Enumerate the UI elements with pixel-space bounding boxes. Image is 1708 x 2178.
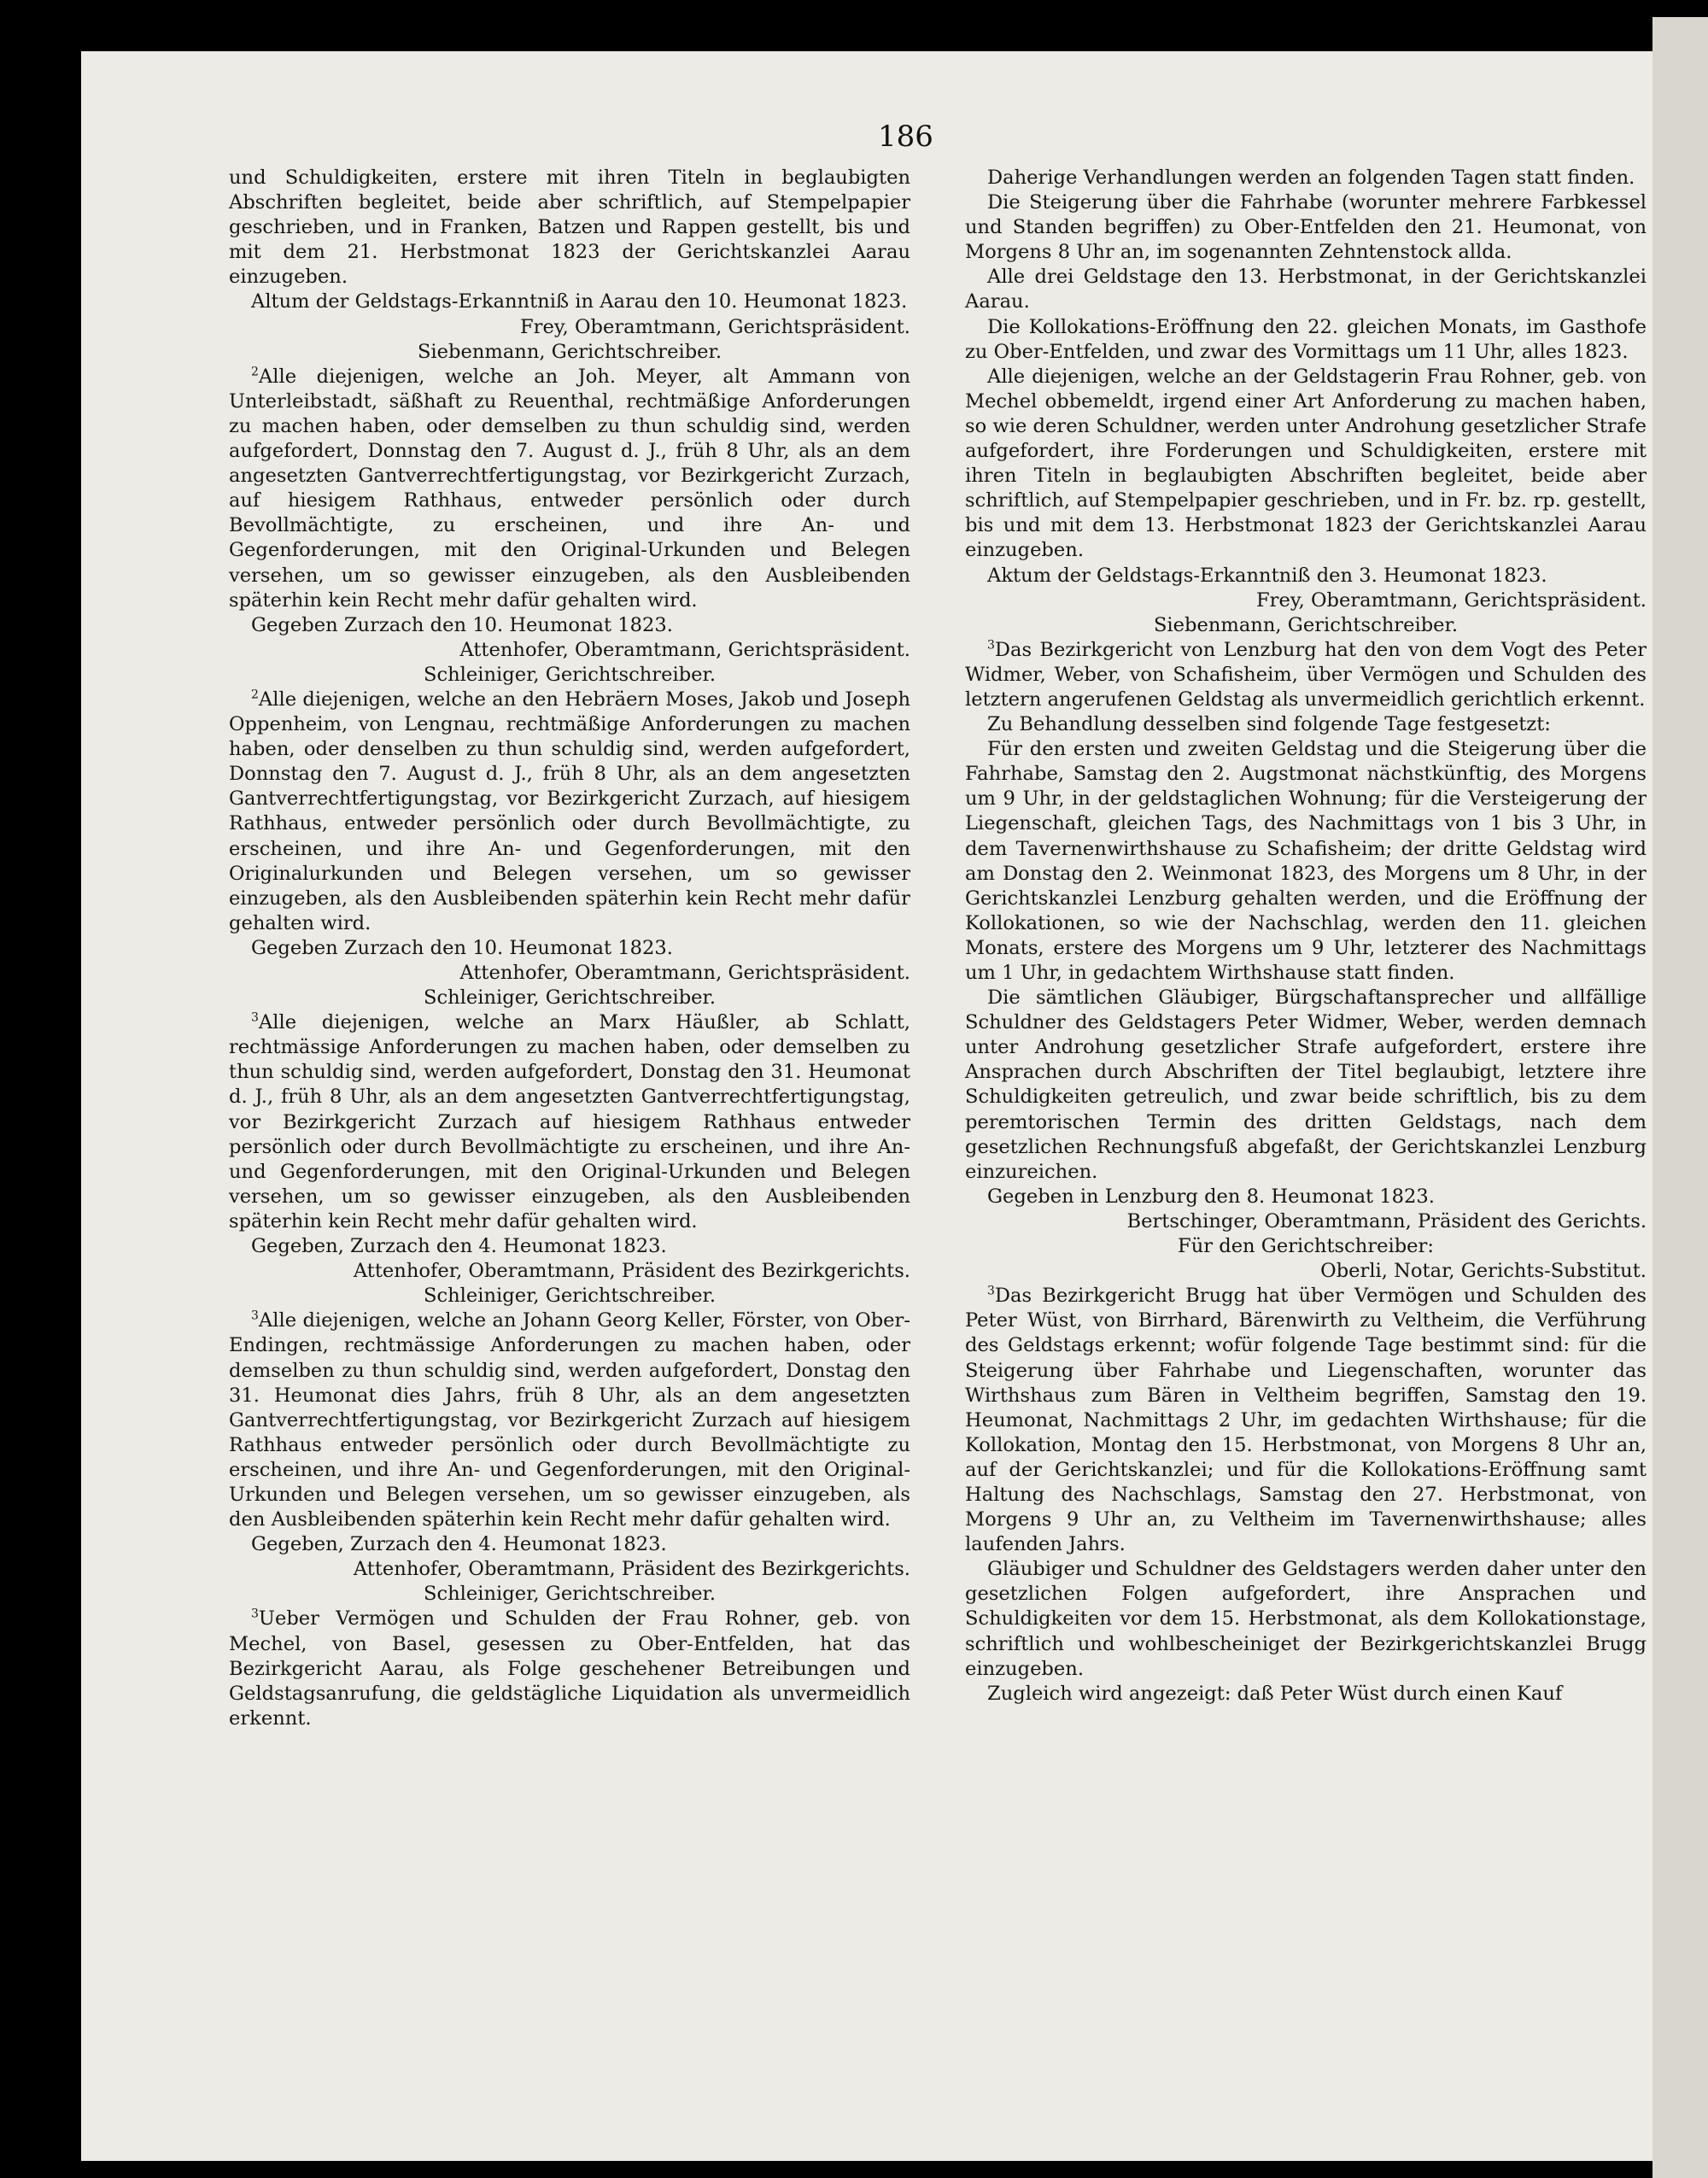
paragraph-text: Siebenmann, Gerichtschreiber.	[417, 340, 722, 363]
notice-paragraph	[229, 1234, 910, 1259]
notice-paragraph	[965, 190, 1647, 265]
notice-paragraph	[965, 712, 1647, 737]
paragraph-text: Gegeben, Zurzach den 4. Heumonat 1823.	[251, 1235, 667, 1258]
adjacent-page-edge	[1652, 17, 1708, 2178]
notice-paragraph	[229, 1010, 910, 1234]
signature-line	[229, 638, 910, 663]
signature-line	[965, 613, 1647, 638]
notice-paragraph	[965, 1185, 1647, 1209]
notice-paragraph	[229, 936, 910, 961]
notice-number: 3	[251, 1309, 259, 1323]
signature-line	[229, 663, 910, 688]
notice-paragraph	[965, 166, 1647, 190]
paragraph-text: Attenhofer, Oberamtmann, Gerichtspräsident.	[459, 638, 910, 661]
paragraph-text: Alle diejenigen, welche an Joh. Meyer, alt Ammann von Unterleibstadt, säßhaft zu Reuenthal, rechtmäßige Anforderungen zu machen haben, oder demselben zu thun schuldig sind, werden aufgefordert, Donnstag den 7. August d. J., früh 8 Uhr, als an dem angesetzten Gantverrechtfertigungstag, vor Bezirkgericht Zurzach, auf hiesigem Rathhaus, entweder persönlich oder durch Bevollmächtigte, zu erscheinen, und ihre An- und Gegenforderungen, mit den Original-Urkunden und Belegen versehen, um so gewisser einzugeben, als den Ausbleibenden späterhin kein Recht mehr dafür gehalten wird.	[229, 365, 910, 612]
paragraph-text: Siebenmann, Gerichtschreiber.	[1153, 613, 1459, 636]
paragraph-text: Frey, Oberamtmann, Gerichtspräsident.	[520, 315, 910, 338]
right-column	[965, 166, 1647, 1707]
paragraph-text: Attenhofer, Oberamtmann, Präsident des Bezirkgerichts.	[353, 1260, 910, 1283]
notice-paragraph	[229, 1309, 910, 1532]
paragraph-text: Für den Gerichtschreiber:	[1178, 1235, 1434, 1258]
notice-paragraph	[229, 1532, 910, 1557]
paragraph-text: Alle diejenigen, welche an der Geldstagerin Frau Rohner, geb. von Mechel obbemeldt, irgend einer Art Anforderung zu machen haben, so wie deren Schuldner, werden unter Androhung gesetzlicher Strafe aufgefordert, ihre Forderungen und Schuldigkeiten, erstere mit ihren Titeln in beglaubigten Abschriften begleitet, beide aber schriftlich, auf Stempelpapier geschrieben, und in Fr. bz. rp. gestellt, bis und mit dem 13. Herbstmonat 1823 der Gerichtskanzlei Aarau einzugeben.	[965, 365, 1647, 562]
paragraph-text: Zugleich wird angezeigt: daß Peter Wüst durch einen Kauf	[987, 1682, 1563, 1705]
notice-paragraph	[965, 564, 1647, 588]
notice-paragraph	[965, 365, 1647, 564]
notice-paragraph	[965, 986, 1647, 1185]
paragraph-text: Alle drei Geldstage den 13. Herbstmonat, in der Gerichtskanzlei Aarau.	[965, 266, 1647, 313]
paragraph-text: Frey, Oberamtmann, Gerichtspräsident.	[1256, 588, 1647, 612]
paragraph-text: Schleiniger, Gerichtschreiber.	[423, 987, 717, 1010]
paragraph-text: Zu Behandlung desselben sind folgende Tage festgesetzt:	[987, 713, 1551, 736]
notice-paragraph	[229, 290, 910, 314]
signature-line	[229, 1582, 910, 1607]
notice-number: 3	[251, 1607, 259, 1621]
paragraph-text: Gegeben in Lenzburg den 8. Heumonat 1823.	[987, 1185, 1435, 1208]
paragraph-text: Bertschinger, Oberamtmann, Präsident des Gerichts.	[1126, 1209, 1647, 1232]
notice-paragraph	[229, 1607, 910, 1730]
notice-number: 2	[251, 688, 259, 702]
paragraph-text: Daherige Verhandlungen werden an folgenden Tagen statt finden.	[987, 167, 1635, 189]
paragraph-text: Ueber Vermögen und Schulden der Frau Rohner, geb. von Mechel, von Basel, gesessen zu Ober-Entfelden, hat das Bezirkgericht Aarau, als Folge geschehener Betreibungen und Geldstagsanrufung, die geldstägliche Liquidation als unvermeidlich erkennt.	[229, 1607, 910, 1730]
signature-line	[965, 1209, 1647, 1234]
paragraph-text: Alle diejenigen, welche an Johann Georg Keller, Förster, von Ober-Endingen, rechtmässige Anforderungen zu machen haben, oder demselben zu thun schuldig sind, werden aufgefordert, Donstag den 31. Heumonat dies Jahrs, früh 8 Uhr, als an dem angesetzten Gantverrechtfertigungstag, vor Bezirkgericht Zurzach auf hiesigem Rathhaus entweder persönlich oder durch Bevollmächtigte zu erscheinen, und ihre An- und Gegenforderungen, mit den Original-Urkunden und Belegen versehen, um so gewisser einzugeben, als den Ausbleibenden späterhin kein Recht mehr dafür gehalten wird.	[229, 1309, 910, 1531]
notice-number: 2	[251, 365, 259, 379]
notice-paragraph	[229, 166, 910, 290]
signature-line	[965, 588, 1647, 613]
signature-line	[229, 1284, 910, 1309]
notice-number: 3	[987, 1284, 995, 1298]
paragraph-text: Alle diejenigen, welche an Marx Häußler, ab Schlatt, rechtmässige Anforderungen zu machen haben, oder demselben zu thun schuldig sind, werden aufgefordert, Donstag den 31. Heumonat d. J., früh 8 Uhr, als an dem angesetzten Gantverrechtfertigungstag, vor Bezirkgericht Zurzach auf hiesigem Rathhaus entweder persönlich oder durch Bevollmächtigte zu erscheinen, und ihre An- und Gegenforderungen, mit den Original-Urkunden und Belegen versehen, um so gewisser einzugeben, als den Ausbleibenden späterhin kein Recht mehr dafür gehalten wird.	[229, 1011, 910, 1232]
notice-paragraph	[965, 1284, 1647, 1557]
paragraph-text: Attenhofer, Oberamtmann, Gerichtspräsident.	[459, 962, 910, 984]
paragraph-text: Für den ersten und zweiten Geldstag und die Steigerung über die Fahrhabe, Samstag den 2. Augstmonat nächstkünftig, des Morgens um 9 Uhr, in der geldstaglichen Wohnung; für die Versteigerung der Liegenschaft, gleichen Tags, des Nachmittags von 1 bis 3 Uhr, in dem Tavernenwirthshause zu Schafisheim; der dritte Geldstag wird am Donstag den 2. Weinmonat 1823, des Morgens um 8 Uhr, in der Gerichtskanzlei Lenzburg gehalten werden, und die Eröffnung der Kollokationen, so wie der Nachschlag, werden den 11. gleichen Monats, erstere des Morgens um 9 Uhr, letzterer des Nachmittags um 1 Uhr, in gedachtem Wirthshause statt finden.	[965, 738, 1647, 984]
paragraph-text: Schleiniger, Gerichtschreiber.	[423, 1583, 717, 1606]
signature-line	[229, 986, 910, 1010]
paragraph-text: Aktum der Geldstags-Erkanntniß den 3. Heumonat 1823.	[987, 564, 1547, 587]
paragraph-text: Die Steigerung über die Fahrhabe (worunter mehrere Farbkessel und Standen begriffen) zu Ober-Entfelden den 21. Heumonat, von Morgens 8 Uhr an, im sogenannten Zehntenstock allda.	[965, 191, 1647, 264]
paragraph-text: Gläubiger und Schuldner des Geldstagers werden daher unter den gesetzlichen Folgen aufgefordert, ihre Ansprachen und Schuldigkeiten vor dem 15. Herbstmonat, als dem Kollokationstage, schriftlich und wohlbescheiniget der Bezirkgerichtskanzlei Brugg einzugeben.	[965, 1558, 1647, 1680]
paragraph-text: Die sämtlichen Gläubiger, Bürgschaftansprecher und allfällige Schuldner des Geldstagers Peter Widmer, Weber, werden demnach unter Androhung gesetzlicher Strafe aufgefordert, erstere ihre Ansprachen durch Abschriften der Titel beglaubigt, letztere ihre Schuldigkeiten getreulich, und zwar beide schriftlich, bis zu dem peremtorischen Termin des dritten Geldstags, nach dem gesetzlichen Rechnungsfuß abgefaßt, der Gerichtskanzlei Lenzburg einzureichen.	[965, 987, 1647, 1183]
paragraph-text: Gegeben, Zurzach den 4. Heumonat 1823.	[251, 1533, 667, 1556]
notice-paragraph	[229, 613, 910, 638]
signature-line	[229, 1259, 910, 1284]
paragraph-text: Alle diejenigen, welche an den Hebräern Moses, Jakob und Joseph Oppenheim, von Lengnau, rechtmäßige Anforderungen zu machen haben, oder denselben zu thun schuldig sind, werden aufgefordert, Donnstag den 7. August d. J., früh 8 Uhr, als an dem angesetzten Gantverrechtfertigungstag, vor Bezirkgericht Zurzach, auf hiesigem Rathhaus, entweder persönlich oder durch Bevollmächtigte, zu erscheinen, und ihre An- und Gegenforderungen, mit den Originalurkunden und Belegen versehen, um so gewisser einzugeben, als den Ausbleibenden späterhin kein Recht mehr dafür gehalten wird.	[229, 688, 910, 934]
paragraph-text: Gegeben Zurzach den 10. Heumonat 1823.	[251, 936, 673, 959]
paragraph-text: Schleiniger, Gerichtschreiber.	[423, 663, 717, 686]
paragraph-text: Das Bezirkgericht von Lenzburg hat den von dem Vogt des Peter Widmer, Weber, von Schafisheim, über Vermögen und Schulden des letztern angerufenen Geldstag als unvermeidlich gerichtlich erkennt.	[965, 638, 1647, 711]
paragraph-text: Altum der Geldstags-Erkanntniß in Aarau den 10. Heumonat 1823.	[251, 290, 908, 313]
notice-paragraph	[965, 638, 1647, 712]
notice-paragraph	[965, 1557, 1647, 1681]
notice-paragraph	[965, 1682, 1647, 1707]
notice-number: 3	[987, 638, 995, 653]
paragraph-text: Das Bezirkgericht Brugg hat über Vermögen und Schulden des Peter Wüst, von Birrhard, Bärenwirth zu Veltheim, die Verführung des Geldstags erkennt; wofür folgende Tage bestimmt sind: für die Steigerung über Fahrhabe und Liegenschaften, worunter das Wirthshaus zum Bären in Veltheim begriffen, Samstag den 19. Heumonat, Nachmittags 2 Uhr, im gedachten Wirthshause; für die Kollokation, Montag den 15. Herbstmonat, von Morgens 8 Uhr an, auf der Gerichtskanzlei; und für die Kollokations-Eröffnung samt Haltung des Nachschlags, Samstag den 27. Herbstmonat, von Morgens 9 Uhr an, zu Veltheim im Tavernenwirthshause; alles laufenden Jahrs.	[965, 1285, 1647, 1556]
page-number: 186	[878, 120, 933, 154]
notice-paragraph	[965, 265, 1647, 314]
signature-line	[229, 961, 910, 986]
notice-paragraph	[965, 315, 1647, 365]
notice-paragraph	[229, 688, 910, 936]
paragraph-text: Oberli, Notar, Gerichts-Substitut.	[1320, 1260, 1647, 1283]
notice-paragraph	[229, 365, 910, 613]
paragraph-text: Schleiniger, Gerichtschreiber.	[423, 1285, 717, 1308]
signature-line	[229, 1557, 910, 1582]
signature-line	[229, 315, 910, 340]
paragraph-text: Gegeben Zurzach den 10. Heumonat 1823.	[251, 613, 673, 636]
notice-paragraph	[965, 737, 1647, 986]
left-column	[229, 166, 910, 1731]
notice-number: 3	[251, 1010, 259, 1025]
paragraph-text: Die Kollokations-Eröffnung den 22. gleichen Monats, im Gasthofe zu Ober-Entfelden, und zwar des Vormittags um 11 Uhr, alles 1823.	[965, 315, 1647, 363]
paragraph-text: und Schuldigkeiten, erstere mit ihren Titeln in beglaubigten Abschriften begleitet, beide aber schriftlich, auf Stempelpapier geschrieben, und in Franken, Batzen und Rappen gestellt, bis und mit dem 21. Herbstmonat 1823 der Gerichtskanzlei Aarau einzugeben.	[229, 167, 910, 289]
paragraph-text: Attenhofer, Oberamtmann, Präsident des Bezirkgerichts.	[353, 1558, 910, 1581]
signature-line	[229, 340, 910, 365]
signature-line	[965, 1259, 1647, 1284]
signature-line	[965, 1234, 1647, 1259]
